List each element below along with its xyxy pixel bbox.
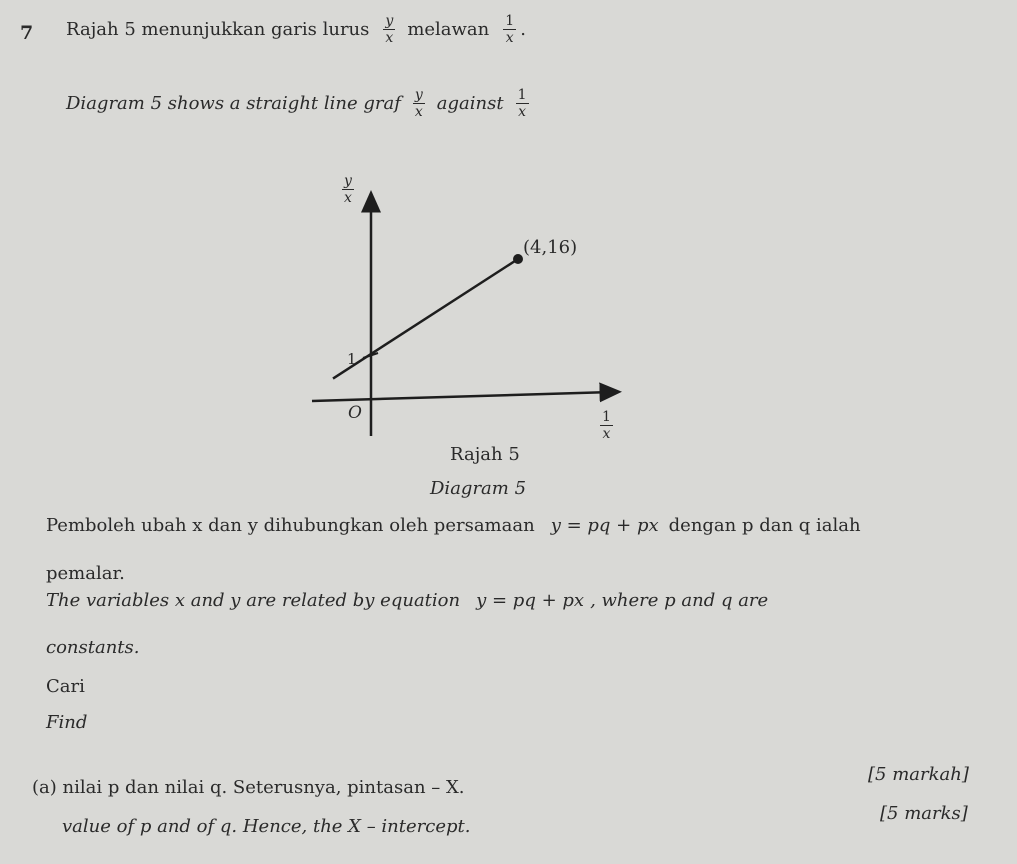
frac-den: x xyxy=(414,104,423,120)
frac-num: y xyxy=(385,13,394,29)
frac-den: x xyxy=(344,190,352,206)
frac-den: x xyxy=(602,426,611,442)
part-a-english: value of p and of q. Hence, the X – intercept. xyxy=(62,816,471,837)
frac-den: x xyxy=(518,104,527,120)
malay-equation: y = pq + px xyxy=(550,515,659,536)
series-line xyxy=(333,259,518,379)
data-point xyxy=(513,254,523,264)
question-number: 7 xyxy=(20,22,34,44)
marks-english: [5 marks] xyxy=(880,803,968,824)
frac-den: x xyxy=(505,30,514,46)
english-body-post: , where p and q are xyxy=(590,590,769,611)
find-label: Find xyxy=(46,712,88,733)
malay-body-pre: Pemboleh ubah x dan y dihubungkan oleh persamaan xyxy=(46,515,535,536)
question-malay-against: melawan xyxy=(407,19,490,40)
marks-malay: [5 markah] xyxy=(868,764,969,785)
caption-malay: Rajah 5 xyxy=(450,444,520,465)
question-english-against: against xyxy=(436,93,504,114)
malay-body-line2: pemalar. xyxy=(46,563,125,584)
english-body-line1 xyxy=(46,590,768,611)
frac-num: 1 xyxy=(517,87,527,103)
english-body-line2: constants. xyxy=(46,637,140,658)
period: . xyxy=(520,19,526,40)
part-a-malay: (a) nilai p dan nilai q. Seterusnya, pintasan – X. xyxy=(32,777,465,798)
intercept-label: 1 xyxy=(347,350,357,368)
x-axis xyxy=(312,392,612,401)
malay-body-line1 xyxy=(46,515,861,536)
question-english-intro: Diagram 5 shows a straight line graf xyxy=(66,93,401,114)
frac-num: 1 xyxy=(505,13,515,29)
frac-num: y xyxy=(414,87,423,103)
caption-english: Diagram 5 xyxy=(430,478,527,499)
x-axis-label xyxy=(600,410,613,441)
y-axis-label xyxy=(342,174,354,205)
frac-num: y xyxy=(344,173,352,189)
point-label: (4,16) xyxy=(523,237,578,258)
english-equation: y = pq + px xyxy=(476,590,585,611)
cari-label: Cari xyxy=(46,676,85,697)
frac-den: x xyxy=(385,30,394,46)
frac-num: 1 xyxy=(602,409,611,425)
english-body-pre: The variables x and y are related by equation xyxy=(46,590,461,611)
question-malay-intro: Rajah 5 menunjukkan garis lurus xyxy=(66,19,370,40)
malay-body-post: dengan p dan q ialah xyxy=(668,515,861,536)
origin-label: O xyxy=(348,403,362,423)
